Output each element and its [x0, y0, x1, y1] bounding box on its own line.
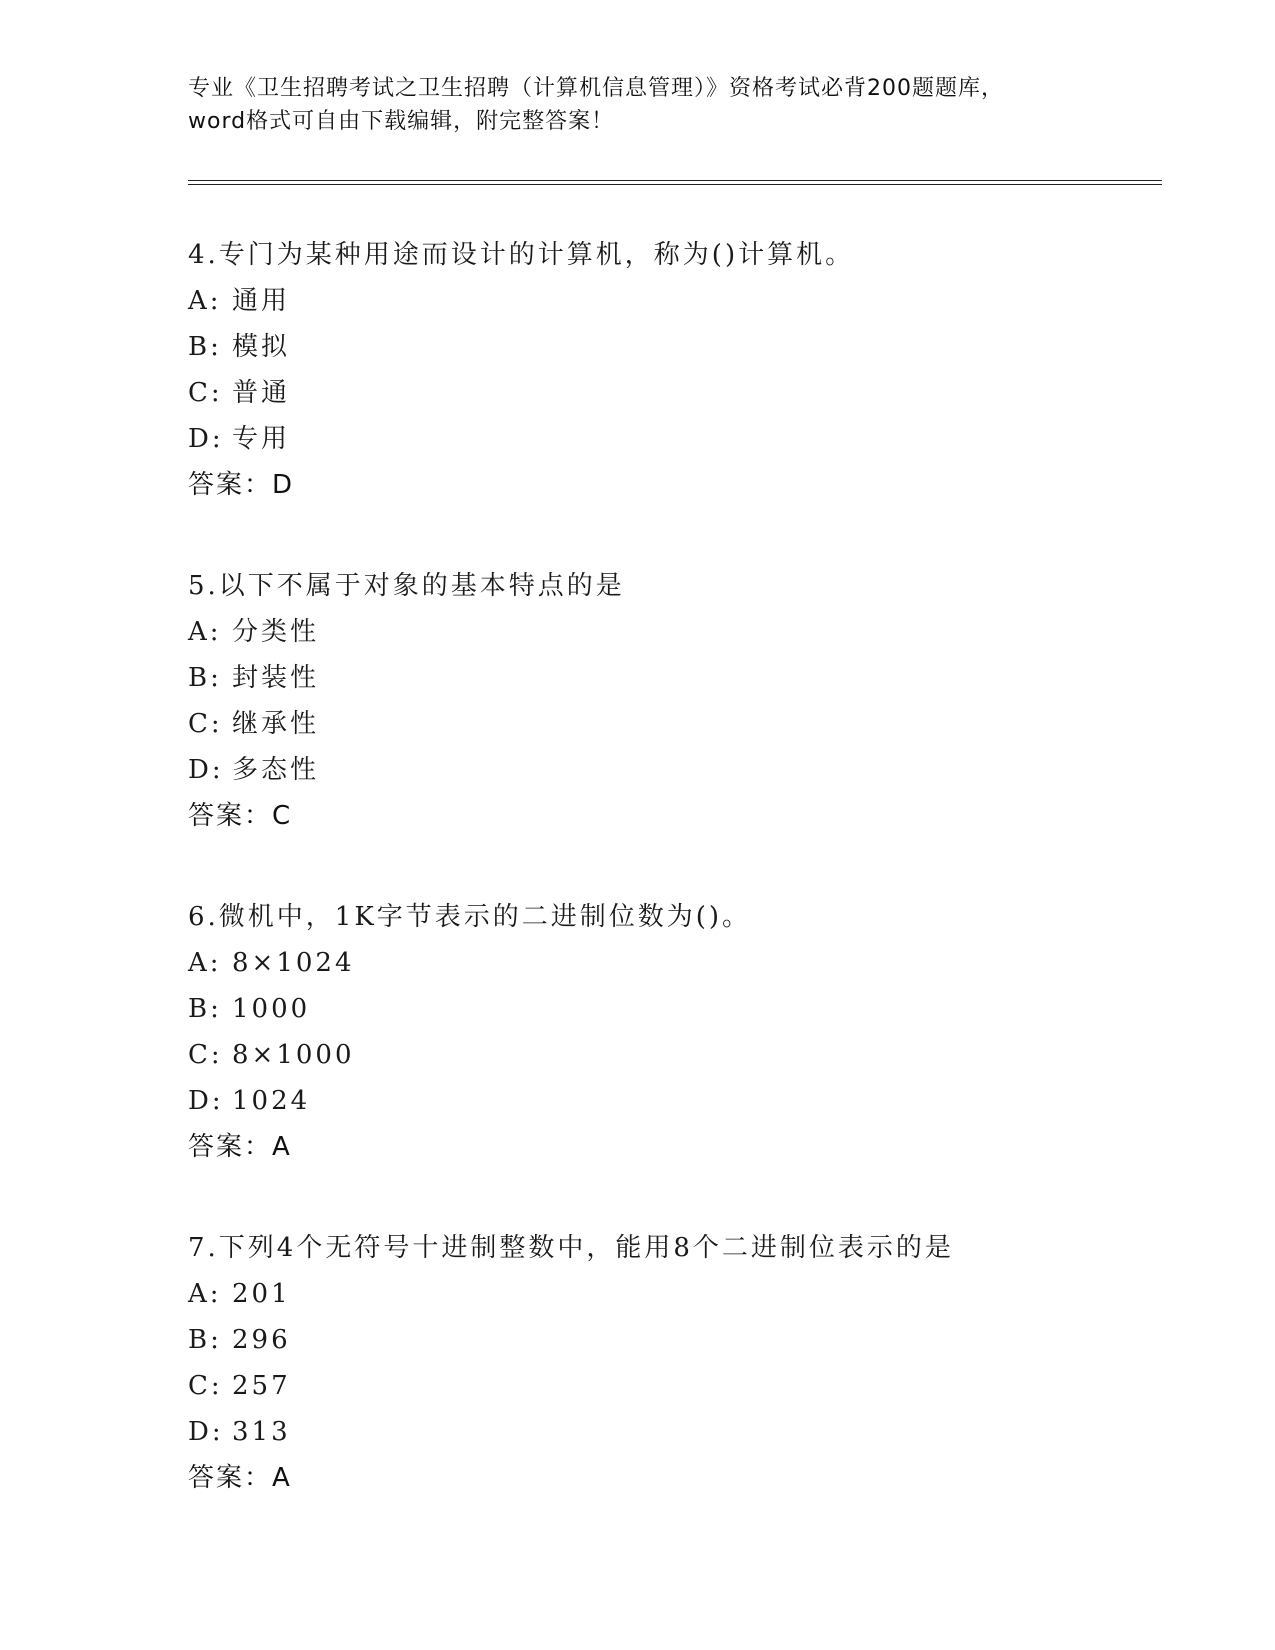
option-text: 封装性 — [232, 663, 320, 693]
option-b — [188, 986, 1168, 1032]
option-text: 296 — [232, 1325, 291, 1355]
question-item — [188, 232, 1168, 508]
option-text: 多态性 — [232, 755, 320, 785]
question-list — [188, 232, 1168, 1556]
option-text: 257 — [232, 1371, 291, 1401]
question-item — [188, 1225, 1168, 1501]
option-letter: A: — [188, 1279, 222, 1309]
option-letter: B: — [188, 1325, 222, 1355]
header-divider-bottom — [188, 184, 1162, 185]
option-letter: C: — [188, 709, 223, 739]
option-letter: C: — [188, 378, 223, 408]
option-letter: D: — [188, 1086, 224, 1116]
option-text: 通用 — [232, 286, 291, 316]
option-text: 1000 — [232, 994, 311, 1024]
option-letter: B: — [188, 332, 222, 362]
answer-line: 答案：A — [188, 1463, 292, 1493]
option-d — [188, 1078, 1168, 1124]
option-text: 313 — [232, 1417, 291, 1447]
header-title-line-2: word格式可自由下载编辑，附完整答案！ — [188, 109, 615, 134]
option-a — [188, 609, 1168, 655]
question-stem: 5.以下不属于对象的基本特点的是 — [188, 571, 625, 601]
option-text: 201 — [232, 1279, 291, 1309]
option-text: 分类性 — [232, 617, 320, 647]
option-letter: D: — [188, 755, 224, 785]
option-c — [188, 1032, 1168, 1078]
option-b — [188, 655, 1168, 701]
option-text: 8×1024 — [232, 948, 355, 978]
answer-line: 答案：A — [188, 1132, 292, 1162]
answer-line: 答案：C — [188, 801, 293, 831]
option-b — [188, 324, 1168, 370]
document-header — [188, 72, 1088, 138]
option-c — [188, 1363, 1168, 1409]
question-stem: 7.下列4个无符号十进制整数中，能用8个二进制位表示的是 — [188, 1233, 954, 1263]
option-text: 1024 — [232, 1086, 311, 1116]
option-d — [188, 747, 1168, 793]
option-a — [188, 1271, 1168, 1317]
option-letter: C: — [188, 1040, 223, 1070]
option-letter: A: — [188, 286, 222, 316]
question-item — [188, 563, 1168, 839]
option-letter: B: — [188, 994, 222, 1024]
option-letter: D: — [188, 424, 224, 454]
option-c — [188, 701, 1168, 747]
question-item — [188, 894, 1168, 1170]
option-a — [188, 940, 1168, 986]
answer-line: 答案：D — [188, 470, 295, 500]
option-text: 继承性 — [232, 709, 320, 739]
option-d — [188, 1409, 1168, 1455]
option-d — [188, 416, 1168, 462]
option-letter: D: — [188, 1417, 224, 1447]
option-a — [188, 278, 1168, 324]
header-title-line-1: 专业《卫生招聘考试之卫生招聘（计算机信息管理）》资格考试必背200题题库， — [188, 76, 1004, 101]
option-letter: A: — [188, 617, 222, 647]
header-divider-top — [188, 180, 1162, 181]
option-b — [188, 1317, 1168, 1363]
option-letter: B: — [188, 663, 222, 693]
option-text: 8×1000 — [232, 1040, 355, 1070]
option-text: 模拟 — [232, 332, 291, 362]
option-text: 专用 — [232, 424, 291, 454]
option-c — [188, 370, 1168, 416]
question-stem: 6.微机中，1K字节表示的二进制位数为()。 — [188, 902, 752, 932]
option-letter: C: — [188, 1371, 223, 1401]
option-letter: A: — [188, 948, 222, 978]
option-text: 普通 — [232, 378, 291, 408]
question-stem: 4.专门为某种用途而设计的计算机，称为()计算机。 — [188, 240, 855, 270]
